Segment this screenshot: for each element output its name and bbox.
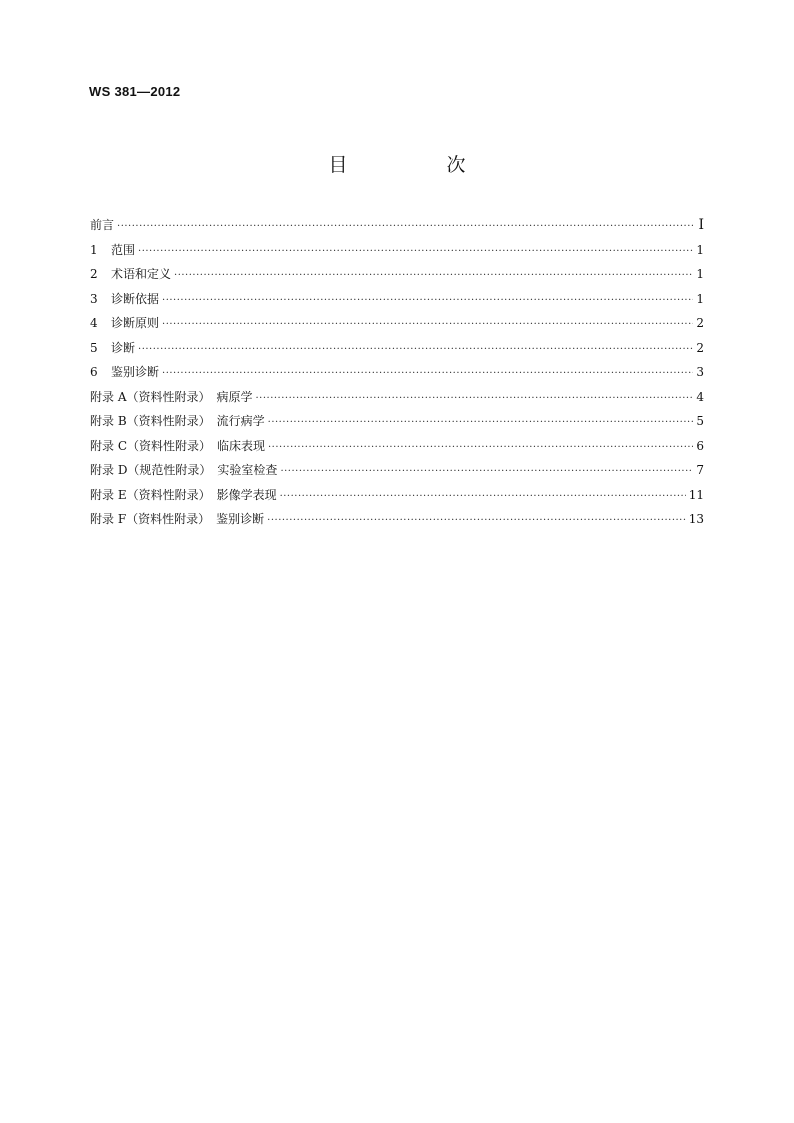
- toc-entry-1[interactable]: [90, 241, 704, 266]
- toc-entry-page: 1: [696, 267, 704, 281]
- toc-entry-page: 4: [696, 389, 704, 404]
- toc-entry-foreword[interactable]: [90, 216, 704, 241]
- toc-entry-label: 附录 A（资料性附录） 病原学: [90, 389, 253, 404]
- dot-leader: [255, 393, 693, 404]
- toc-entry-appendix-c[interactable]: [90, 437, 704, 462]
- toc-entry-5[interactable]: [90, 339, 704, 364]
- toc-entry-label: 诊断原则: [111, 316, 160, 330]
- toc-entry-label: 前言: [90, 218, 115, 232]
- toc-entry-number: 4: [90, 316, 98, 330]
- toc-entry-label: 附录 C（资料性附录） 临床表现: [90, 438, 265, 453]
- toc-entry-page: 3: [696, 365, 704, 379]
- toc-entry-number: 1: [90, 242, 98, 257]
- standard-code: WS 381—2012: [89, 84, 181, 99]
- toc-entry-number: 5: [90, 340, 98, 355]
- toc-entry-page: 11: [688, 487, 704, 502]
- toc-title: 目 次: [328, 154, 506, 176]
- toc-entry-appendix-e[interactable]: [90, 486, 704, 511]
- toc-entry-label: 附录 D（规范性附录） 实验室检查: [90, 463, 278, 477]
- toc-entry-page: 1: [696, 242, 704, 257]
- toc-entry-label: 范围: [111, 242, 136, 257]
- dot-leader: [138, 246, 693, 257]
- dot-leader: [162, 368, 693, 379]
- toc-entry-3[interactable]: [90, 290, 704, 315]
- toc-entry-page: 1: [696, 291, 704, 306]
- dot-leader: [280, 491, 686, 502]
- toc-entry-number: 6: [90, 365, 98, 379]
- toc-entry-label: 附录 B（资料性附录） 流行病学: [90, 414, 265, 428]
- toc-entry-label: 附录 E（资料性附录） 影像学表现: [90, 487, 277, 502]
- toc-entry-page: 5: [696, 414, 704, 428]
- toc-entry-6[interactable]: [90, 363, 704, 388]
- toc-entry-label: 诊断: [111, 340, 136, 355]
- toc-entry-appendix-f[interactable]: [90, 510, 704, 535]
- dot-leader: [162, 295, 693, 306]
- toc-entry-page: 6: [696, 438, 704, 453]
- toc-entry-number: 2: [90, 267, 98, 281]
- dot-leader: [174, 270, 693, 281]
- toc-entry-label: 诊断依据: [111, 291, 160, 306]
- dot-leader: [280, 466, 693, 477]
- dot-leader: [267, 515, 686, 526]
- table-of-contents: [90, 216, 704, 535]
- dot-leader: [268, 442, 693, 453]
- toc-entry-label: 术语和定义: [111, 267, 172, 281]
- toc-entry-appendix-a[interactable]: [90, 388, 704, 413]
- dot-leader: [117, 221, 693, 232]
- toc-entry-2[interactable]: [90, 265, 704, 290]
- dot-leader: [162, 319, 693, 330]
- toc-entry-page: 2: [696, 316, 704, 330]
- dot-leader: [268, 417, 693, 428]
- toc-entry-label: 附录 F（资料性附录） 鉴别诊断: [90, 512, 265, 526]
- toc-entry-4[interactable]: [90, 314, 704, 339]
- toc-entry-page: 13: [688, 512, 704, 526]
- toc-entry-label: 鉴别诊断: [111, 365, 160, 379]
- toc-entry-appendix-b[interactable]: [90, 412, 704, 437]
- toc-entry-number: 3: [90, 291, 98, 306]
- toc-entry-appendix-d[interactable]: [90, 461, 704, 486]
- toc-entry-page: 7: [696, 463, 704, 477]
- dot-leader: [138, 344, 693, 355]
- toc-entry-page: Ⅰ: [698, 217, 704, 233]
- toc-entry-page: 2: [696, 340, 704, 355]
